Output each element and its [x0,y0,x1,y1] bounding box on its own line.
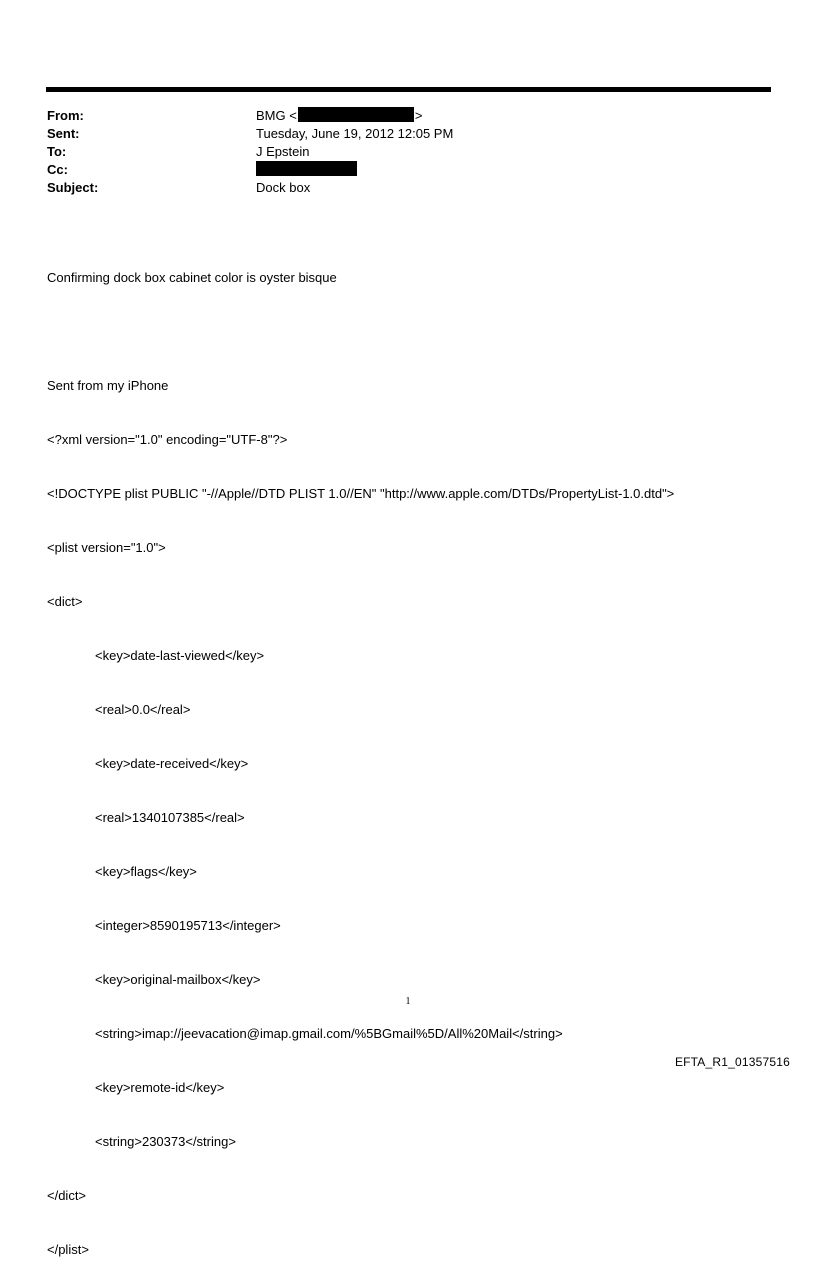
signature-text: Sent from my iPhone [47,378,169,393]
plist-line: <?xml version="1.0" encoding="UTF-8"?> [47,432,288,447]
from-label: From: [47,108,84,123]
from-value [256,107,422,125]
page-number: 1 [405,996,411,1007]
redacted-cc [256,161,357,176]
blank-line [47,323,674,341]
email-header [47,107,767,197]
plist-line: <dict> [47,594,83,609]
to-label: To: [47,144,67,159]
sent-label: Sent: [47,126,80,141]
plist-line: <integer>8590195713</integer> [95,918,281,933]
from-row [47,107,767,125]
plist-line: <key>remote-id</key> [95,1080,225,1095]
subject-label: Subject: [47,180,99,195]
plist-line: <key>date-received</key> [95,756,249,771]
plist-line: <plist version="1.0"> [47,540,166,555]
document-id: EFTA_R1_01357516 [674,1055,790,1069]
to-row [47,143,767,161]
to-value: J Epstein [256,144,310,159]
email-body [47,233,674,1277]
cc-value [256,161,357,179]
redacted-email [298,107,414,122]
plist-line: <real>1340107385</real> [95,810,245,825]
cc-label: Cc: [47,162,68,177]
plist-line: <string>230373</string> [95,1134,236,1149]
header-divider [46,87,771,92]
message-text: Confirming dock box cabinet color is oyster bisque [47,270,337,285]
plist-line: <string>imap://jeevacation@imap.gmail.com/%5BGmail%5D/All%20Mail</string> [95,1026,563,1041]
plist-line: <key>date-last-viewed</key> [95,648,265,663]
subject-row [47,179,767,197]
subject-value: Dock box [256,180,311,195]
plist-line: <!DOCTYPE plist PUBLIC "-//Apple//DTD PLIST 1.0//EN" "http://www.apple.com/DTDs/PropertyList-1.0.dtd"> [47,486,675,501]
cc-row [47,161,767,179]
plist-line: </dict> [47,1188,87,1203]
sent-row [47,125,767,143]
plist-line: <key>flags</key> [95,864,197,879]
plist-line: <real>0.0</real> [95,702,191,717]
plist-line: <key>original-mailbox</key> [95,972,261,987]
sent-value: Tuesday, June 19, 2012 12:05 PM [256,126,454,141]
plist-line: </plist> [47,1242,89,1257]
from-name-suffix: > [414,108,423,123]
from-name: BMG < [256,108,297,123]
